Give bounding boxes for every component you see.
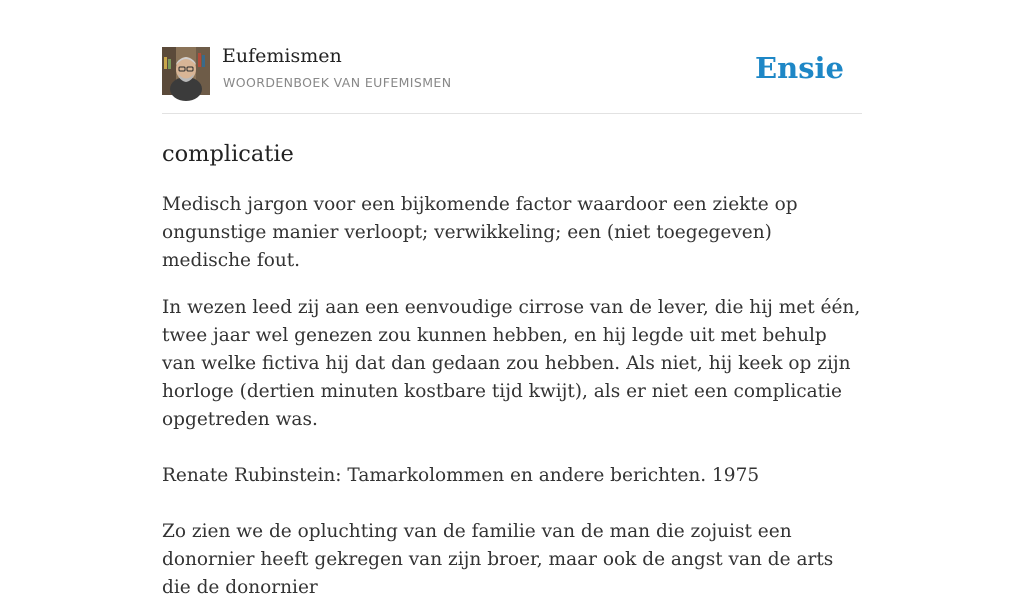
entry-definition: Medisch jargon voor een bijkomende factor waardoor een ziekte op ongunstige manier verloopt; verwikkeling; een (niet toegegeven) medische fout. xyxy=(162,194,798,271)
quote-text: In wezen leed zij aan een eenvoudige cirrose van de lever, die hij met één, twee jaar wel genezen zou kunnen hebben, en hij legde uit met behulp van welke fictiva hij dat dan gedaan zou hebben. Als niet, hij keek op zijn horloge (dertien minuten kostbare tijd kwijt), als er niet een complicatie opgetreden was. xyxy=(162,297,861,430)
author-subtitle[interactable]: WOORDENBOEK VAN EUFEMISMEN xyxy=(223,75,452,90)
content-column xyxy=(162,0,862,602)
quote-text: Zo zien we de opluchting van de familie van de man die zojuist een donornier heeft gekregen van zijn broer, maar ook de angst van de arts die de donornier xyxy=(162,521,834,598)
author-name[interactable]: Eufemismen xyxy=(222,45,342,67)
header xyxy=(162,0,862,114)
author-portrait-icon xyxy=(162,47,210,95)
author-avatar[interactable] xyxy=(162,47,210,95)
brand-logo[interactable]: Ensie xyxy=(755,51,844,85)
entry-term: complicatie xyxy=(162,141,294,167)
quote-source: Renate Rubinstein: Tamarkolommen en andere berichten. 1975 xyxy=(162,465,760,486)
